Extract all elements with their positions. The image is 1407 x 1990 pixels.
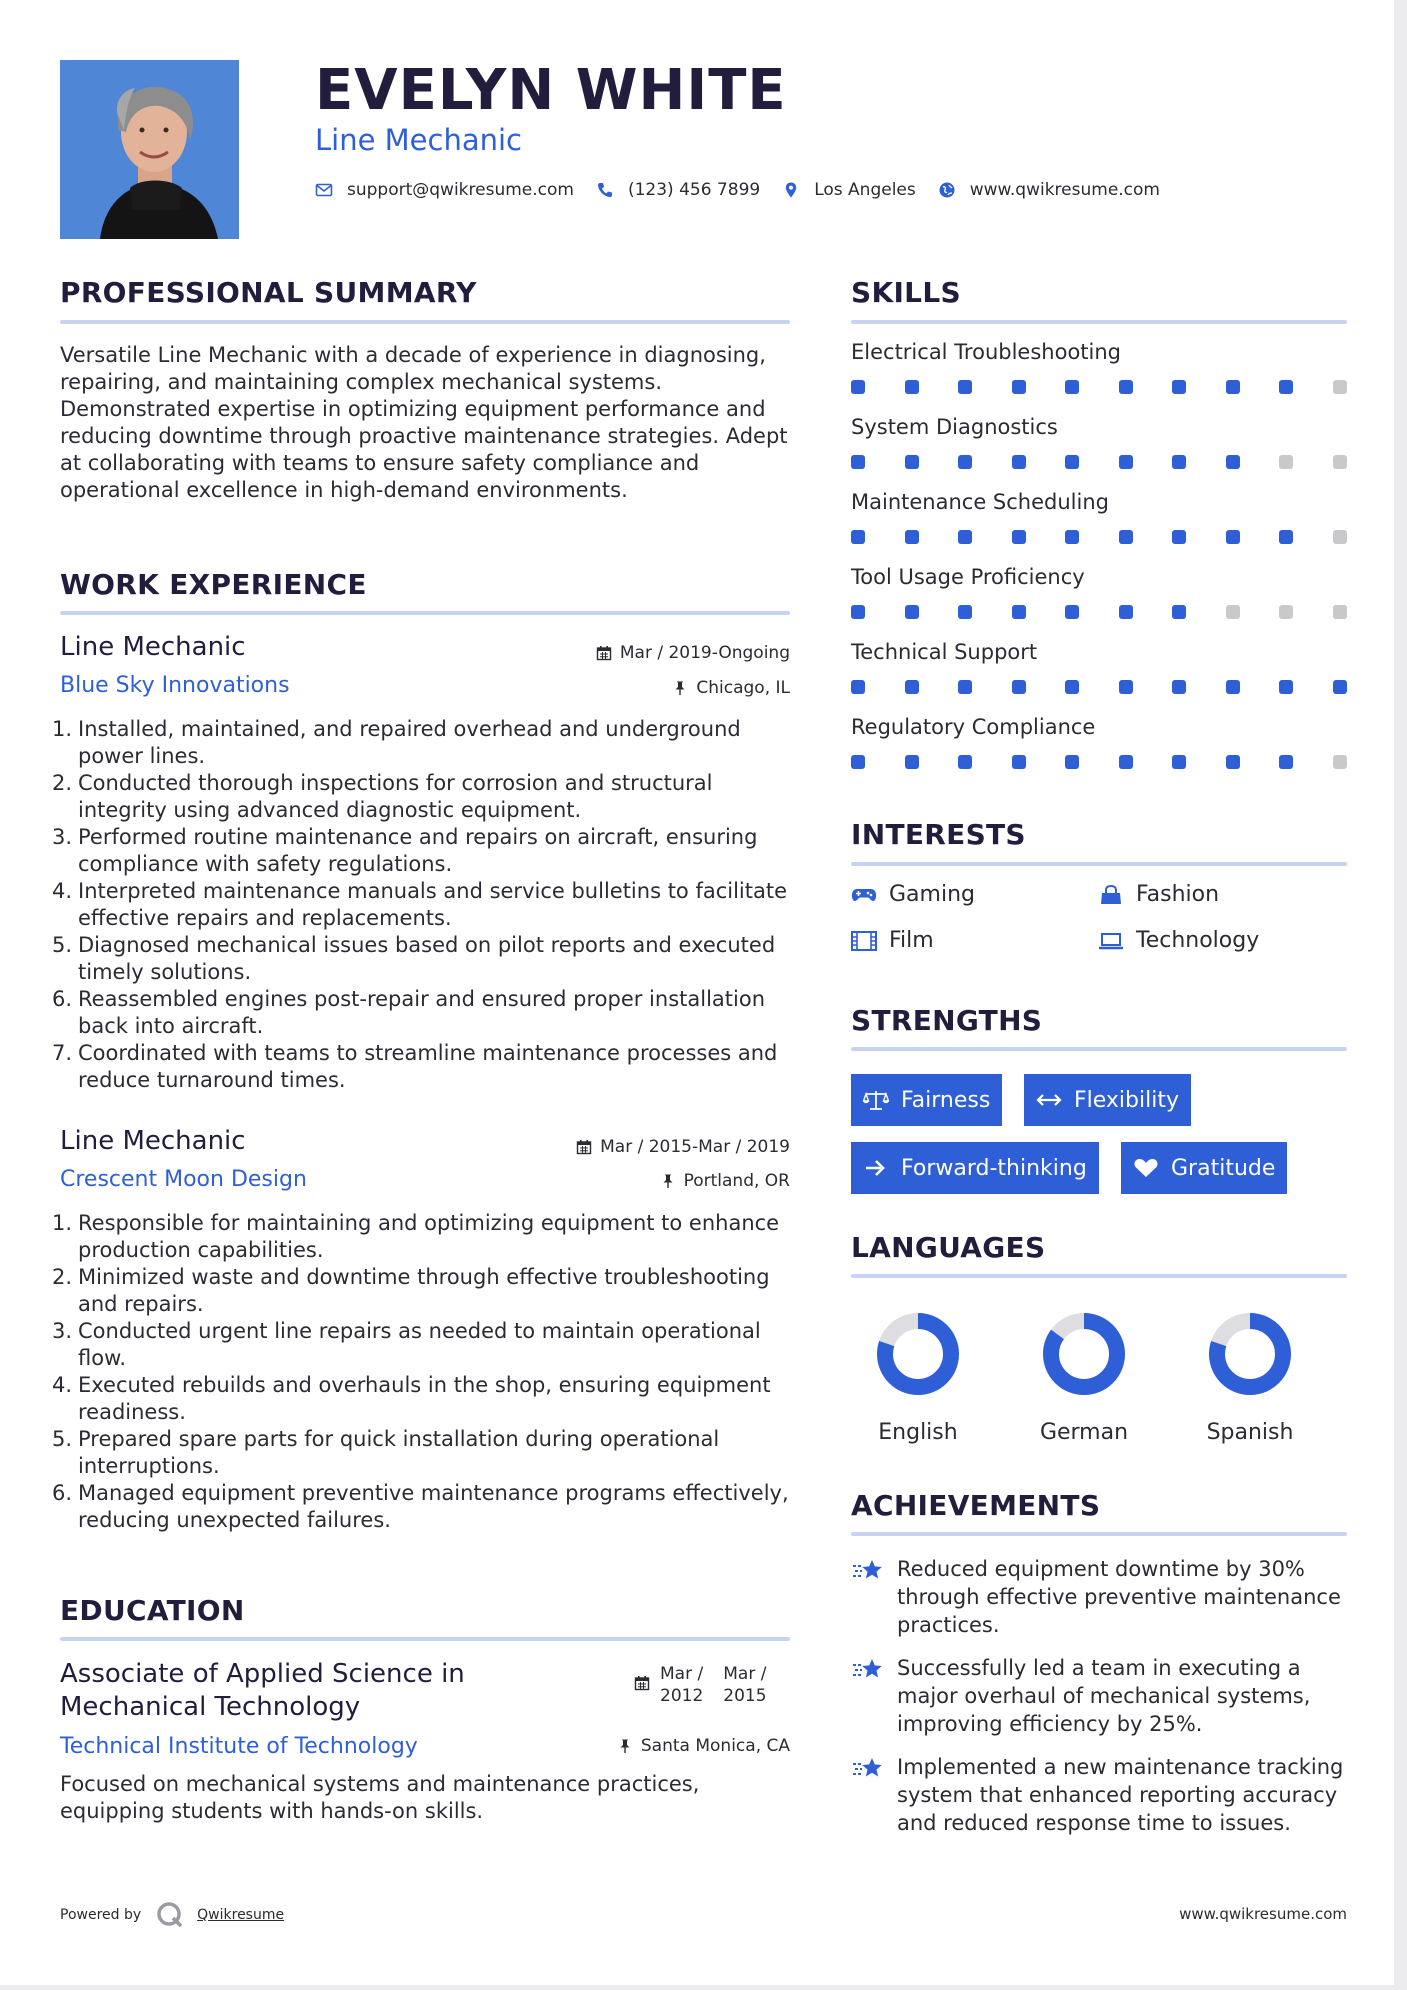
envelope-icon [315,181,333,199]
candidate-title: Line Mechanic [315,123,522,157]
interests-rule [851,862,1347,866]
strength-forward-thinking-label: Forward-thinking [901,1155,1087,1181]
duty-text: Minimized waste and downtime through effective troubleshooting and repairs. [78,1265,770,1316]
duty-text: Performed routine maintenance and repairs on aircraft, ensuring compliance with safety regulations. [78,825,758,876]
rating-dot-filled [851,680,865,694]
education-school[interactable]: Technical Institute of Technology [60,1734,418,1759]
rating-dot-filled [1172,680,1186,694]
rating-dot-empty [1333,380,1347,394]
duty-item [52,878,790,932]
calendar-icon [576,1139,592,1155]
education-start-year: 2012 [660,1686,704,1706]
rating-dot-empty [1333,455,1347,469]
rating-dot-filled [1012,755,1026,769]
rating-dot-empty [1279,455,1293,469]
duty-text: Prepared spare parts for quick installation during operational interruptions. [78,1427,720,1478]
duty-text: Interpreted maintenance manuals and service bulletins to facilitate effective repairs and replacements. [78,879,788,930]
skill-name: Maintenance Scheduling [851,490,1109,514]
duty-text: Responsible for maintaining and optimizing equipment to enhance production capabilities. [78,1211,780,1262]
job-2-title: Line Mechanic [60,1126,246,1156]
rating-dot-filled [1172,455,1186,469]
rating-dot-filled [1065,455,1079,469]
rating-dot-filled [1172,605,1186,619]
duty-text: Conducted urgent line repairs as needed to maintain operational flow. [78,1319,761,1370]
duty-number: 1. [52,1211,73,1235]
rating-dot-filled [1065,680,1079,694]
rating-dot-filled [1172,530,1186,544]
interest-technology-label: Technology [1136,928,1260,953]
rating-dot-filled [958,455,972,469]
interest-gaming [851,882,975,907]
duty-item [52,1264,790,1318]
rating-dot-empty [1226,605,1240,619]
achievement-item [851,1654,1347,1738]
rating-dot-filled [1226,455,1240,469]
education-end-year: 2015 [723,1686,767,1706]
heart-icon [1133,1157,1159,1179]
job-1-title: Line Mechanic [60,632,246,662]
arrow-right-icon [863,1157,889,1179]
job-1-dates-text: Mar / 2019-Ongoing [619,643,790,663]
education-start [660,1663,703,1707]
footer-website[interactable]: www.qwikresume.com [1179,1905,1347,1923]
rating-dot-filled [1012,455,1026,469]
rating-dot-filled [1119,455,1133,469]
rating-dot-filled [1119,380,1133,394]
strengths-heading: STRENGTHS [851,1004,1043,1037]
language-item [1195,1310,1305,1445]
duty-number: 2. [52,771,73,795]
achievement-text: Implemented a new maintenance tracking system that enhanced reporting accuracy and reduced response time to issues. [897,1755,1344,1835]
strength-gratitude [1121,1142,1287,1194]
strength-forward-thinking [851,1142,1099,1194]
rating-dot-filled [1279,380,1293,394]
rating-dot-filled [1012,605,1026,619]
duty-item [52,1210,790,1264]
strength-fairness [851,1074,1002,1126]
duty-text: Managed equipment preventive maintenance programs effectively, reducing unexpected failures. [78,1481,789,1532]
rating-dot-filled [958,380,972,394]
qwikresume-logo-icon [155,1900,185,1930]
rating-dot-empty [1333,530,1347,544]
skills-rule [851,320,1347,324]
shopping-bag-icon [1098,885,1124,905]
skill-rating [851,455,1347,471]
rating-dot-filled [905,530,919,544]
language-item [1029,1310,1139,1445]
profile-photo [60,60,239,239]
rating-dot-filled [851,755,865,769]
rating-dot-filled [1065,380,1079,394]
rating-dot-filled [1226,530,1240,544]
pushpin-icon [672,680,688,696]
rating-dot-empty [1279,605,1293,619]
education-degree: Associate of Applied Science in Mechanical Technology [60,1659,465,1722]
contact-location: Los Angeles [814,180,916,200]
rating-dot-empty [1333,755,1347,769]
duty-number: 4. [52,1373,73,1397]
duty-text: Diagnosed mechanical issues based on pilot reports and executed timely solutions. [78,933,776,984]
duty-item [52,1372,790,1426]
achievement-item [851,1753,1347,1837]
interest-film [851,928,934,953]
duty-number: 6. [52,987,73,1011]
achievement-text: Successfully led a team in executing a major overhaul of mechanical systems, improving efficiency by 25%. [897,1656,1311,1736]
rating-dot-filled [1172,755,1186,769]
skills-heading: SKILLS [851,276,961,309]
duty-item [52,1480,790,1534]
education-location [617,1736,790,1756]
duty-text: Executed rebuilds and overhauls in the shop, ensuring equipment readiness. [78,1373,771,1424]
rating-dot-filled [905,605,919,619]
education-heading: EDUCATION [60,1594,245,1627]
job-2-location [660,1171,790,1191]
interest-fashion [1098,882,1219,907]
strength-gratitude-label: Gratitude [1171,1155,1276,1181]
summary-text: Versatile Line Mechanic with a decade of experience in diagnosing, repairing, and maintaining complex mechanical systems. Demonstrated expertise in optimizing equipment performance and reducing downtime through proactive maintenance strategies. Adept at collaborating with teams to ensure safety compliance and operational excellence in high-demand environments. [60,343,788,502]
skill-rating [851,605,1347,621]
language-name: German [1039,1420,1129,1445]
rating-dot-filled [1012,530,1026,544]
duty-item [52,770,790,824]
job-1-dates [596,643,790,663]
achievements-rule [851,1532,1347,1536]
skill-name: Technical Support [851,640,1038,664]
duty-number: 3. [52,1319,73,1343]
rating-dot-filled [851,380,865,394]
shooting-star-icon [851,1557,885,1585]
rating-dot-filled [958,530,972,544]
arrows-horizontal-icon [1036,1089,1062,1111]
interest-technology [1098,928,1259,953]
shooting-star-icon [851,1656,885,1684]
duty-number: 7. [52,1041,73,1065]
experience-heading: WORK EXPERIENCE [60,568,367,601]
duty-number: 4. [52,879,73,903]
duty-item [52,716,790,770]
interest-fashion-label: Fashion [1136,882,1220,907]
duty-number: 5. [52,933,73,957]
duty-number: 1. [52,717,73,741]
duty-item [52,1426,790,1480]
job-1-location-text: Chicago, IL [696,678,790,698]
duty-text: Reassembled engines post-repair and ensured proper installation back into aircraft. [78,987,766,1038]
candidate-name: EVELYN WHITE [315,58,787,123]
strengths-rule [851,1047,1347,1051]
rating-dot-filled [1012,680,1026,694]
job-2-company[interactable]: Crescent Moon Design [60,1167,307,1192]
rating-dot-filled [905,380,919,394]
education-start-month: Mar / [660,1664,704,1684]
calendar-icon [634,1675,650,1691]
rating-dot-filled [1279,680,1293,694]
skill-rating [851,530,1347,546]
language-donut [1040,1310,1128,1398]
interest-film-label: Film [889,928,934,953]
calendar-icon [596,645,612,661]
duty-number: 5. [52,1427,73,1451]
job-1-duties [52,716,790,1094]
shooting-star-icon [851,1755,885,1783]
skill-name: System Diagnostics [851,415,1058,439]
experience-rule [60,611,790,615]
skill-rating [851,680,1347,696]
powered-by-text: Powered by [60,1907,142,1923]
summary-rule [60,320,790,324]
rating-dot-filled [1065,605,1079,619]
rating-dot-filled [1226,755,1240,769]
gamepad-icon [851,885,877,905]
skill-name: Electrical Troubleshooting [851,340,1122,364]
achievement-item [851,1555,1347,1639]
job-1-company[interactable]: Blue Sky Innovations [60,673,290,698]
languages-rule [851,1274,1347,1278]
rating-dot-filled [905,755,919,769]
rating-dot-filled [1119,530,1133,544]
education-location-text: Santa Monica, CA [640,1736,790,1756]
duty-item [52,1318,790,1372]
languages-heading: LANGUAGES [851,1231,1046,1264]
skill-name: Regulatory Compliance [851,715,1096,739]
rating-dot-filled [1226,380,1240,394]
interests-heading: INTERESTS [851,818,1026,851]
balance-scale-icon [863,1089,889,1111]
achievements-heading: ACHIEVEMENTS [851,1489,1101,1522]
education-description: Focused on mechanical systems and maintenance practices, equipping students with hands-on skills. [60,1772,700,1823]
skill-rating [851,755,1347,771]
language-name: English [878,1420,958,1445]
skill-name: Tool Usage Proficiency [851,565,1085,589]
contact-phone[interactable]: (123) 456 7899 [627,180,761,200]
pushpin-icon [617,1738,633,1754]
qwikresume-link[interactable]: Qwikresume [197,1907,285,1923]
job-2-dates-text: Mar / 2015-Mar / 2019 [600,1137,790,1157]
rating-dot-filled [1119,605,1133,619]
rating-dot-filled [1119,755,1133,769]
rating-dot-filled [851,605,865,619]
interest-gaming-label: Gaming [889,882,975,907]
strength-flexibility [1024,1074,1191,1126]
rating-dot-filled [1172,380,1186,394]
language-name: Spanish [1206,1420,1294,1445]
strength-flexibility-label: Flexibility [1074,1087,1179,1113]
rating-dot-filled [1226,680,1240,694]
laptop-icon [1098,931,1124,951]
globe-icon [938,181,956,199]
contact-website[interactable]: www.qwikresume.com [969,180,1160,200]
rating-dot-filled [958,680,972,694]
rating-dot-filled [851,455,865,469]
duty-item [52,1040,790,1094]
summary-heading: PROFESSIONAL SUMMARY [60,276,477,309]
education-rule [60,1637,790,1641]
rating-dot-filled [958,755,972,769]
rating-dot-filled [1012,380,1026,394]
duty-text: Installed, maintained, and repaired overhead and underground power lines. [78,717,741,768]
job-2-dates [576,1137,790,1157]
duty-item [52,824,790,878]
duty-number: 6. [52,1481,73,1505]
language-donut [874,1310,962,1398]
pushpin-icon [660,1173,676,1189]
contact-row [315,180,1182,200]
education-dates [634,1663,767,1707]
job-2-location-text: Portland, OR [683,1171,790,1191]
powered-by [60,1900,284,1930]
duty-item [52,986,790,1040]
rating-dot-filled [1065,755,1079,769]
rating-dot-filled [1279,755,1293,769]
duty-text: Conducted thorough inspections for corrosion and structural integrity using advanced diagnostic equipment. [78,771,713,822]
rating-dot-filled [851,530,865,544]
rating-dot-filled [1279,530,1293,544]
rating-dot-filled [905,680,919,694]
rating-dot-filled [1065,530,1079,544]
strength-fairness-label: Fairness [901,1087,991,1113]
contact-email[interactable]: support@qwikresume.com [347,180,574,200]
phone-icon [596,181,614,199]
duty-item [52,932,790,986]
film-icon [851,931,877,951]
language-donut [1206,1310,1294,1398]
duty-number: 3. [52,825,73,849]
achievement-text: Reduced equipment downtime by 30% through effective preventive maintenance practices. [897,1557,1341,1637]
rating-dot-filled [1333,680,1347,694]
education-end-month: Mar / [723,1664,767,1684]
job-1-location [672,678,790,698]
rating-dot-filled [958,605,972,619]
rating-dot-filled [905,455,919,469]
rating-dot-empty [1333,605,1347,619]
job-2-duties [52,1210,790,1534]
language-item [863,1310,973,1445]
skill-rating [851,380,1347,396]
duty-number: 2. [52,1265,73,1289]
rating-dot-filled [1119,680,1133,694]
education-end [723,1663,766,1707]
duty-text: Coordinated with teams to streamline maintenance processes and reduce turnaround times. [78,1041,778,1092]
map-pin-icon [782,181,800,199]
